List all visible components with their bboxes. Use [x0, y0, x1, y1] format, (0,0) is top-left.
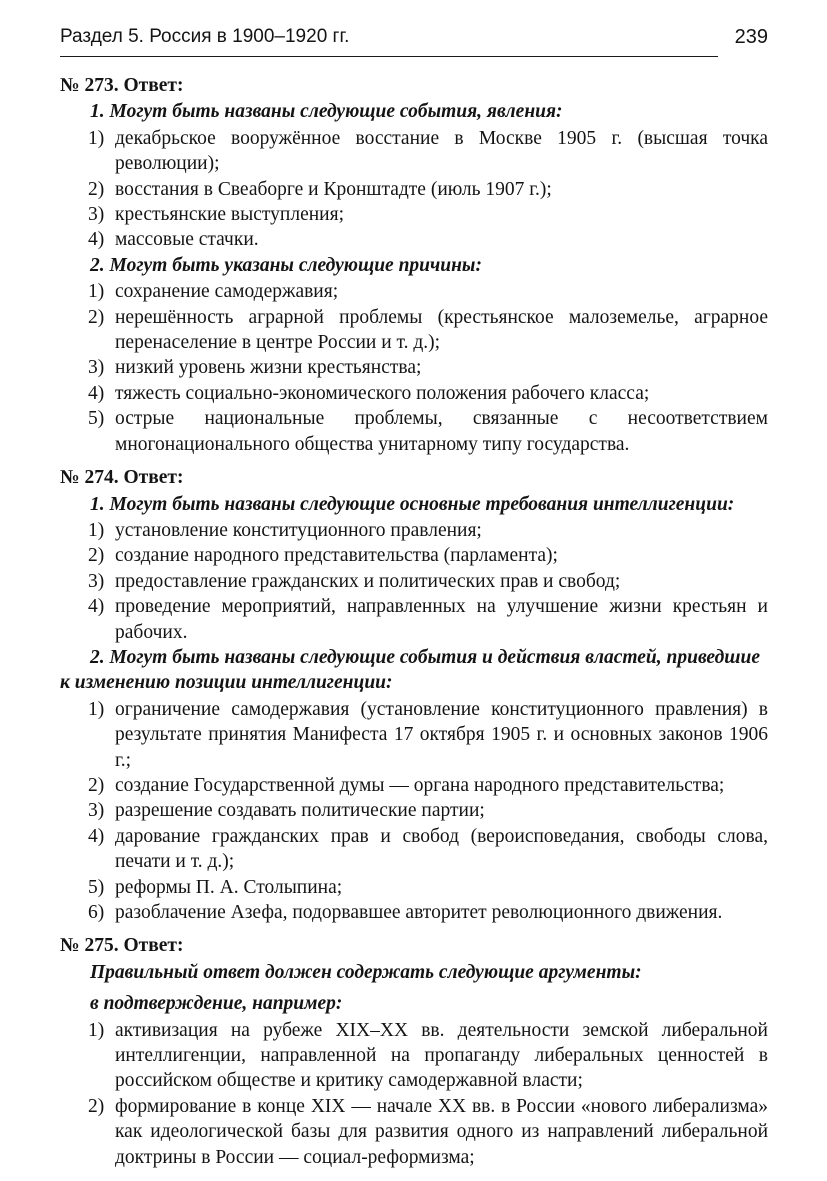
item-text: тяжесть социально-экономического положения рабочего класса;: [115, 382, 650, 404]
list-item: [60, 305, 768, 356]
list-item: [60, 1094, 768, 1170]
item-text: реформы П. А. Столыпина;: [115, 876, 343, 898]
item-number: 3): [88, 357, 105, 379]
item-text: массовые стачки.: [115, 229, 259, 251]
list-item: [60, 202, 768, 227]
question-lead: 1. Могут быть названы следующие события, явления:: [90, 101, 563, 123]
item-text: активизация на рубеже XIX–XX вв. деятельности земской либеральной интеллигенции, направленной на пропаганду либеральных ценностей в российском обществе и критику самодержавной власти;: [115, 1019, 768, 1092]
item-text: восстания в Свеаборге и Кронштадте (июль 1907 г.);: [115, 178, 552, 200]
page-content: [60, 73, 768, 1170]
answer-list: [60, 279, 768, 457]
question-lead: 1. Могут быть названы следующие основные требования интеллигенции:: [90, 493, 735, 515]
list-item: [60, 543, 768, 568]
item-text: декабрьское вооружённое восстание в Москве 1905 г. (высшая точка революции);: [115, 127, 768, 175]
item-text: установление конституционного правления;: [115, 519, 482, 541]
list-item: [60, 875, 768, 900]
item-text: проведение мероприятий, направленных на улучшение жизни крестьян и рабочих.: [115, 596, 768, 643]
item-text: дарование гражданских прав и свобод (вероисповедания, свободы слова, печати и т. д.);: [115, 825, 768, 873]
item-number: 2): [88, 1095, 105, 1117]
item-text: ограничение самодержавия (установление конституционного правления) в результате принятия Манифеста 17 октября 1905 г. и основных законов 1906 г.;: [115, 698, 768, 771]
item-text: разоблачение Азефа, подорвавшее авторитет революционного движения.: [115, 902, 723, 923]
item-text: создание народного представительства (парламента);: [115, 545, 558, 567]
list-item: [60, 569, 768, 594]
answer-273: [60, 73, 768, 457]
item-text: разрешение создавать политические партии;: [115, 800, 485, 822]
list-item: [60, 381, 768, 406]
list-item: [60, 406, 768, 457]
list-item: [60, 355, 768, 380]
item-number: 4): [88, 825, 105, 847]
running-title: Раздел 5. Россия в 1900–1920 гг.: [60, 26, 350, 47]
item-text: крестьянские выступления;: [115, 204, 344, 226]
item-number: 2): [88, 178, 105, 200]
item-text: острые национальные проблемы, связанные с несоответствием многонационального общества унитарному типу государства.: [115, 408, 768, 455]
list-item: [60, 697, 768, 773]
header-rule: [60, 56, 718, 57]
argument-subheading: в подтверждение, например:: [90, 993, 343, 1015]
list-item: [60, 773, 768, 798]
item-number: 5): [88, 408, 105, 430]
list-item: [60, 279, 768, 304]
item-number: 1): [88, 519, 105, 541]
answer-heading: № 275. Ответ:: [60, 935, 184, 957]
list-item: [60, 798, 768, 823]
answer-heading: № 273. Ответ:: [60, 75, 184, 96]
list-item: [60, 594, 768, 645]
question-lead: 2. Могут быть названы следующие события и действия властей, приведшие к изменению позиции интеллигенции:: [60, 646, 761, 694]
list-item: [60, 518, 768, 543]
item-text: формирование в конце XIX — начале XX вв. в России «нового либерализма» как идеологической базы для развития одного из направлений либеральной доктрины в России — социал-реформизма;: [115, 1095, 768, 1168]
question-lead: Правильный ответ должен содержать следующие аргументы:: [90, 961, 642, 983]
answer-275: [60, 933, 768, 1170]
answer-heading: № 274. Ответ:: [60, 467, 184, 489]
item-number: 4): [88, 596, 105, 618]
item-number: 2): [88, 545, 105, 567]
item-number: 3): [88, 204, 105, 226]
item-number: 1): [88, 1019, 105, 1041]
item-number: 1): [88, 281, 105, 303]
list-item: [60, 126, 768, 177]
list-item: [60, 227, 768, 252]
item-text: создание Государственной думы — органа народного представительства;: [115, 774, 725, 796]
item-number: 5): [88, 876, 105, 898]
answer-list: [60, 697, 768, 926]
item-number: 2): [88, 306, 105, 328]
item-number: 1): [88, 127, 105, 149]
item-text: нерешённость аграрной проблемы (крестьянское малоземелье, аграрное перенаселение в центре России и т. д.);: [115, 306, 768, 354]
list-item: [60, 1018, 768, 1094]
answer-list: [60, 126, 768, 253]
answer-list: [60, 1018, 768, 1170]
item-number: 3): [88, 800, 105, 822]
answer-list: [60, 518, 768, 645]
item-number: 6): [88, 902, 105, 923]
item-number: 4): [88, 229, 105, 251]
item-number: 1): [88, 698, 105, 720]
item-number: 4): [88, 382, 105, 404]
item-text: предоставление гражданских и политических прав и свобод;: [115, 570, 621, 592]
list-item: [60, 177, 768, 202]
page-number: 239: [734, 26, 768, 48]
item-text: сохранение самодержавия;: [115, 281, 339, 303]
item-text: низкий уровень жизни крестьянства;: [115, 357, 422, 379]
list-item: [60, 900, 768, 925]
list-item: [60, 824, 768, 875]
item-number: 2): [88, 774, 105, 796]
item-number: 3): [88, 570, 105, 592]
answer-274: [60, 465, 768, 925]
question-lead: 2. Могут быть указаны следующие причины:: [90, 254, 482, 276]
